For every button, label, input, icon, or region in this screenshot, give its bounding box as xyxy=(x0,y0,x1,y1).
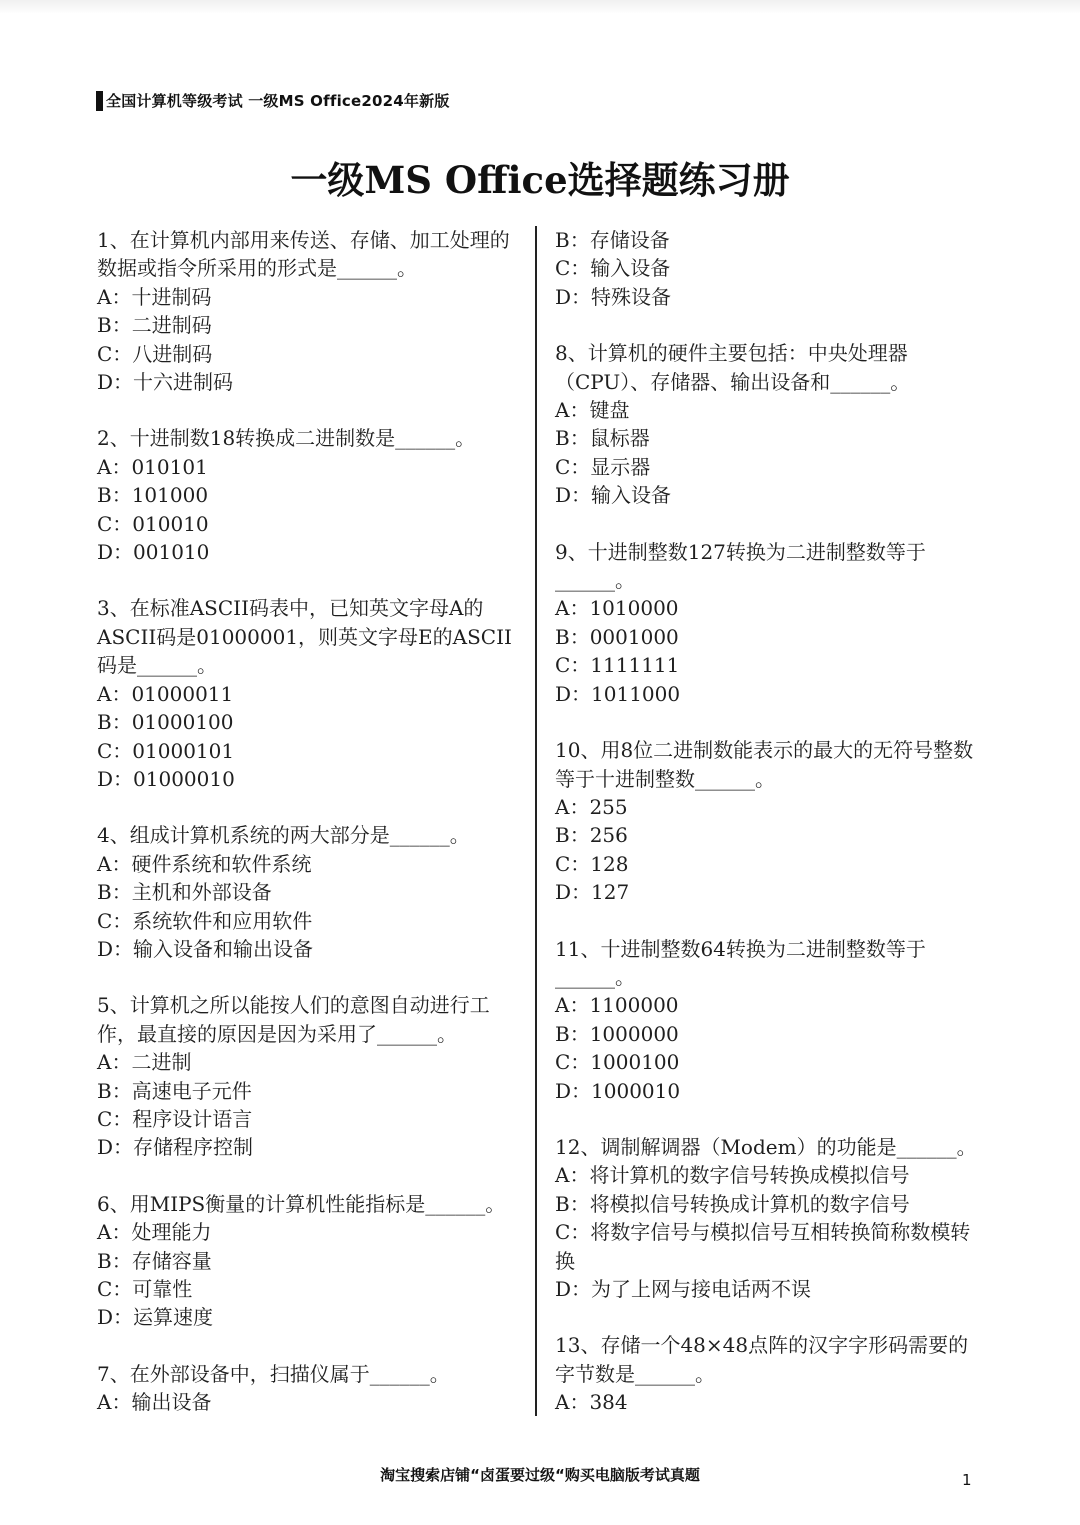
question-stem: 7、在外部设备中，扫描仪属于______。 xyxy=(97,1361,450,1386)
option-b: B：101000 xyxy=(97,483,209,508)
question-stem: 6、用MIPS衡量的计算机性能指标是______。 xyxy=(97,1191,506,1216)
option-c: C：010010 xyxy=(97,511,209,536)
option-d: D：为了上网与接电话两不误 xyxy=(555,1277,812,1301)
option-b: B：256 xyxy=(555,823,628,848)
option-c: C：1000100 xyxy=(555,1050,680,1075)
question-stem: 4、组成计算机系统的两大部分是______。 xyxy=(97,823,470,848)
left-column xyxy=(97,226,522,1445)
page-title: 一级MS Office选择题练习册 xyxy=(290,158,790,202)
option-a: A：十进制码 xyxy=(97,284,212,309)
question-5 xyxy=(97,991,522,1161)
question-9 xyxy=(555,538,980,708)
question-13 xyxy=(555,1331,980,1416)
option-d: D：输入设备和输出设备 xyxy=(97,936,314,961)
question-6 xyxy=(97,1190,522,1332)
option-b: B：1000000 xyxy=(555,1021,679,1046)
option-b: B：主机和外部设备 xyxy=(97,880,272,905)
option-b: B：0001000 xyxy=(555,624,679,649)
option-d: D：1011000 xyxy=(555,681,681,706)
option-b: B：鼠标器 xyxy=(555,426,650,451)
option-b: B：01000100 xyxy=(97,710,234,735)
option-a: A：将计算机的数字信号转换成模拟信号 xyxy=(555,1163,910,1188)
document-header xyxy=(96,90,450,111)
option-c: C：128 xyxy=(555,851,629,876)
option-d: D：1000010 xyxy=(555,1078,681,1103)
option-b: B：高速电子元件 xyxy=(97,1078,252,1103)
option-b: B：存储设备 xyxy=(555,228,670,252)
option-a: A：处理能力 xyxy=(97,1220,212,1245)
page-top-edge xyxy=(0,0,1080,14)
question-12 xyxy=(555,1133,980,1303)
option-c: C：可靠性 xyxy=(97,1277,193,1301)
question-7-continued xyxy=(555,226,980,311)
option-d: D：输入设备 xyxy=(555,483,672,508)
option-b: B：存储容量 xyxy=(97,1248,212,1273)
option-c: C：1111111 xyxy=(555,653,680,678)
option-a: A：输出设备 xyxy=(97,1390,212,1415)
right-column xyxy=(555,226,980,1445)
option-a: A：01000011 xyxy=(97,681,234,706)
option-a: A：键盘 xyxy=(555,398,630,423)
header-bar-mark xyxy=(96,91,103,111)
question-10 xyxy=(555,736,980,906)
column-divider xyxy=(535,226,537,1416)
question-1 xyxy=(97,226,522,396)
option-a: A：1010000 xyxy=(555,596,679,621)
option-c: C：系统软件和应用软件 xyxy=(97,908,313,933)
question-2 xyxy=(97,424,522,566)
question-8 xyxy=(555,339,980,509)
option-a: A：硬件系统和软件系统 xyxy=(97,851,312,876)
option-a: A：255 xyxy=(555,794,628,819)
option-d: D：127 xyxy=(555,880,630,905)
question-stem: 3、在标准ASCII码表中，已知英文字母A的ASCII码是01000001，则英文字母E的ASCII码是______。 xyxy=(97,596,512,678)
option-c: C：输入设备 xyxy=(555,256,671,281)
question-stem: 11、十进制整数64转换为二进制整数等于______。 xyxy=(555,936,926,989)
option-d: D：运算速度 xyxy=(97,1305,214,1330)
option-c: C：八进制码 xyxy=(97,341,213,366)
question-stem: 9、十进制整数127转换为二进制整数等于______。 xyxy=(555,539,926,593)
question-11 xyxy=(555,935,980,1105)
option-d: D：001010 xyxy=(97,540,210,565)
page-footer: 淘宝搜索店铺“卤蛋要过级“购买电脑版考试真题 xyxy=(380,1466,700,1484)
option-c: C：01000101 xyxy=(97,738,235,763)
question-stem: 12、调制解调器（Modem）的功能是______。 xyxy=(555,1134,977,1159)
question-stem: 10、用8位二进制数能表示的最大的无符号整数等于十进制整数______。 xyxy=(555,738,974,791)
option-c: C：程序设计语言 xyxy=(97,1106,253,1131)
option-a: A：二进制 xyxy=(97,1050,192,1075)
option-a: A：1100000 xyxy=(555,993,679,1018)
option-c: C：显示器 xyxy=(555,454,651,479)
option-b: B：二进制码 xyxy=(97,313,212,338)
question-stem: 2、十进制数18转换成二进制数是______。 xyxy=(97,426,476,451)
option-d: D：十六进制码 xyxy=(97,370,234,395)
question-stem: 13、存储一个48×48点阵的汉字字形码需要的字节数是______。 xyxy=(555,1333,969,1386)
question-stem: 8、计算机的硬件主要包括：中央处理器（CPU）、存储器、输出设备和______。 xyxy=(555,341,911,394)
option-d: D：01000010 xyxy=(97,766,235,791)
question-stem: 1、在计算机内部用来传送、存储、加工处理的数据或指令所采用的形式是______。 xyxy=(97,228,510,281)
option-b: B：将模拟信号转换成计算机的数字信号 xyxy=(555,1191,910,1216)
option-d: D：特殊设备 xyxy=(555,284,672,309)
option-a: A：384 xyxy=(555,1390,628,1415)
option-c: C：将数字信号与模拟信号互相转换简称数模转换 xyxy=(555,1220,971,1273)
option-a: A：010101 xyxy=(97,454,208,479)
header-text: 全国计算机等级考试 一级MS Office2024年新版 xyxy=(106,92,450,110)
question-3 xyxy=(97,594,522,793)
question-7 xyxy=(97,1360,522,1417)
question-stem: 5、计算机之所以能按人们的意图自动进行工作，最直接的原因是因为采用了______。 xyxy=(97,993,490,1046)
option-d: D：存储程序控制 xyxy=(97,1135,254,1160)
question-4 xyxy=(97,821,522,963)
page-number: 1 xyxy=(962,1471,972,1489)
